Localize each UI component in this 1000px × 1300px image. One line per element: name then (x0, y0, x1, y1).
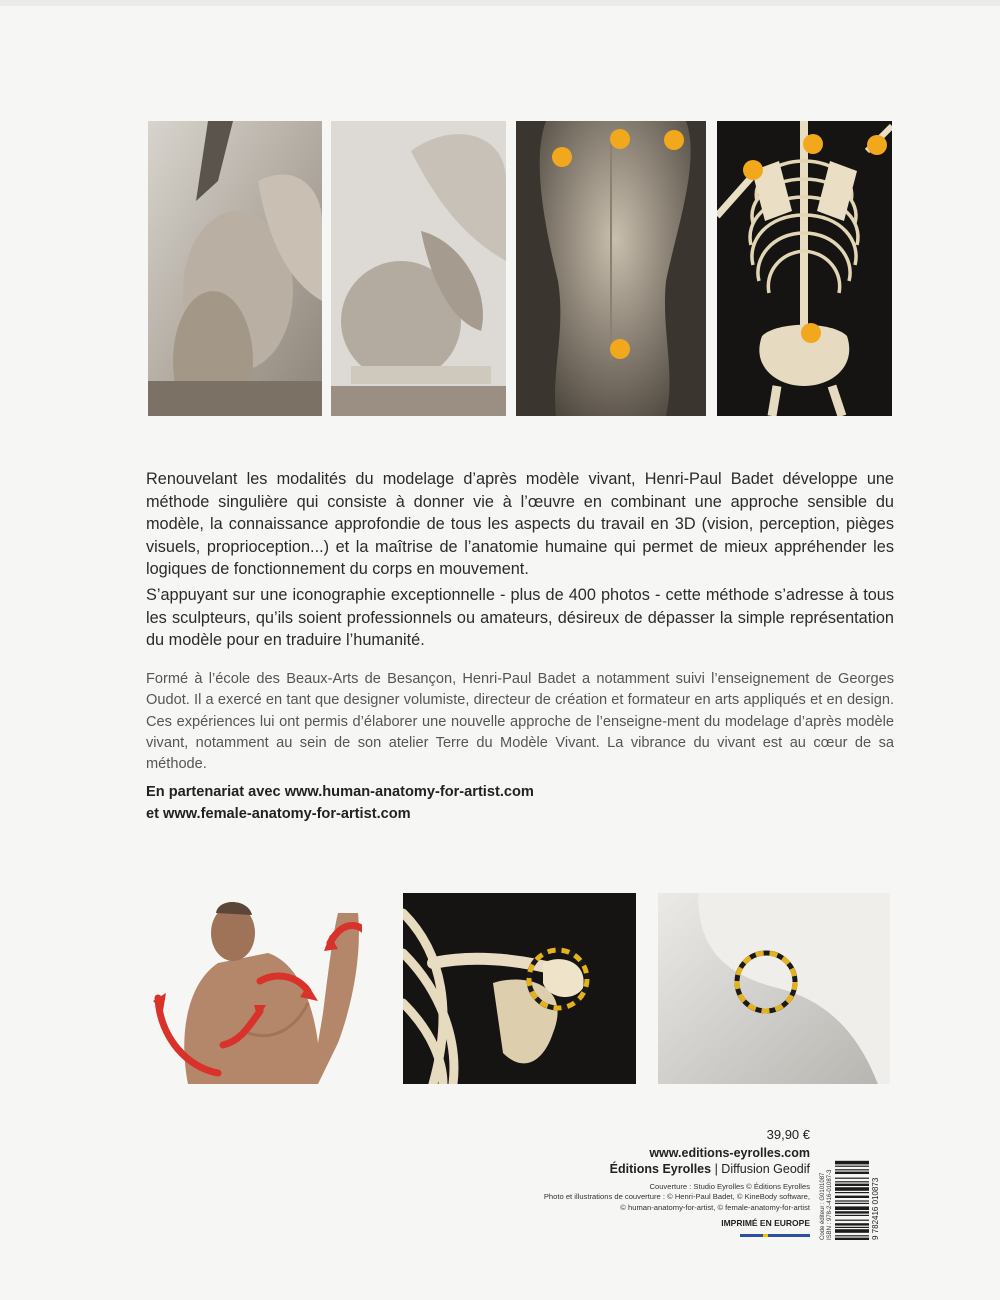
barcode-code-editeur: Code éditeur : G0101087 (820, 1172, 826, 1240)
intro-paragraph-2: S’appuyant sur une iconographie exceptionnelle - plus de 400 photos - cette méthode s’adresse à tous les sculpteurs, qu’ils soient professionnels ou amateurs, désireux de dépasser la simple représentation du modèle pour en traduire l’humanité. (146, 585, 894, 650)
photo-model-arm-rotation (148, 893, 362, 1084)
barcode-bar (835, 1196, 869, 1198)
page-top-edge (0, 0, 1000, 6)
photo-shoulder-skin (658, 893, 890, 1084)
publisher-name (490, 1162, 810, 1176)
barcode-bar (835, 1206, 869, 1210)
barcode-bar (835, 1229, 869, 1233)
cover-credits (490, 1182, 810, 1213)
photo-model-back (516, 121, 706, 416)
publisher-colophon (490, 1127, 810, 1237)
partnership-block (146, 782, 746, 825)
barcode-bar (835, 1238, 869, 1240)
barcode-bar (835, 1203, 869, 1204)
photo-clay-sculpting (148, 121, 322, 416)
barcode-bar (835, 1184, 869, 1186)
barcode-bar (835, 1220, 869, 1221)
partner-line-1: En partenariat avec www.human-anatomy-for-artist.com (146, 784, 534, 800)
barcode-digits: 9 782416 010873 (871, 1177, 880, 1240)
price: 39,90 € (766, 1127, 810, 1142)
highlight-ring (658, 893, 890, 1084)
barcode-bar (835, 1235, 869, 1236)
photo-hands-modeling (331, 121, 506, 416)
highlight-ring (403, 893, 636, 1084)
distributor: | Diffusion Geodif (711, 1162, 810, 1176)
isbn-barcode (818, 1122, 880, 1240)
barcode-bars (835, 1161, 869, 1240)
partner-line-2: et www.female-anatomy-for-artist.com (146, 805, 411, 822)
barcode-bar (835, 1227, 869, 1228)
author-bio: Formé à l’école des Beaux-Arts de Besançon, Henri-Paul Badet a notamment suivi l’enseignement de Georges Oudot. Il a exercé en tant que designer volumiste, directeur de création et formateur en arts appliqués et en design. Ces expériences lui ont permis d’élaborer une nouvelle approche de l’enseigne-ment du modelage d’après modèle vivant, notamment au sein de son atelier Terre du Modèle Vivant. La vibrance du vivant est au cœur de sa méthode. (146, 671, 894, 773)
eu-flag-stripe (740, 1234, 810, 1237)
barcode-bar (835, 1181, 869, 1182)
barcode-bar (835, 1211, 869, 1213)
rotation-arrows (148, 893, 362, 1084)
credit-line: Couverture : Studio Eyrolles © Éditions Eyrolles (649, 1182, 810, 1191)
intro-paragraph-1: Renouvelant les modalités du modelage d’après modèle vivant, Henri-Paul Badet développe une méthode singulière qui consiste à donner vie à l’œuvre en combinant une approche sensible du modèle, la connaissance approfondie de tous les aspects du travail en 3D (vision, perception, pièges visuels, proprioception...) et la maîtrise de l’anatomie humaine qui permet de mieux appréhender les logiques de fonctionnement du corps en mouvement. (146, 470, 894, 579)
barcode-bar (835, 1187, 869, 1191)
barcode-isbn: ISBN : 978-2-416-01087-3 (827, 1169, 833, 1240)
publisher-bold: Éditions Eyrolles (609, 1162, 712, 1176)
barcode-bar (835, 1200, 869, 1201)
barcode-bar (835, 1192, 869, 1193)
barcode-bar (835, 1161, 869, 1165)
barcode-bar (835, 1223, 869, 1225)
barcode-bar (835, 1169, 869, 1170)
publisher-website: www.editions-eyrolles.com (649, 1146, 810, 1160)
photo-shoulder-skeleton (403, 893, 636, 1084)
credit-line: © human-anatomy-for-artist, © female-anatomy-for-artist (620, 1202, 810, 1212)
photo-skeleton-back (717, 121, 892, 416)
barcode-bar (835, 1178, 869, 1179)
barcode-bar (835, 1166, 869, 1167)
barcode-bar (835, 1172, 869, 1174)
intro-text (146, 468, 894, 652)
barcode-bar (835, 1215, 869, 1216)
credit-line: Photo et illustrations de couverture : © Henri-Paul Badet, © KineBody software, (543, 1192, 810, 1202)
printed-in-europe: IMPRIMÉ EN EUROPE (721, 1218, 810, 1229)
